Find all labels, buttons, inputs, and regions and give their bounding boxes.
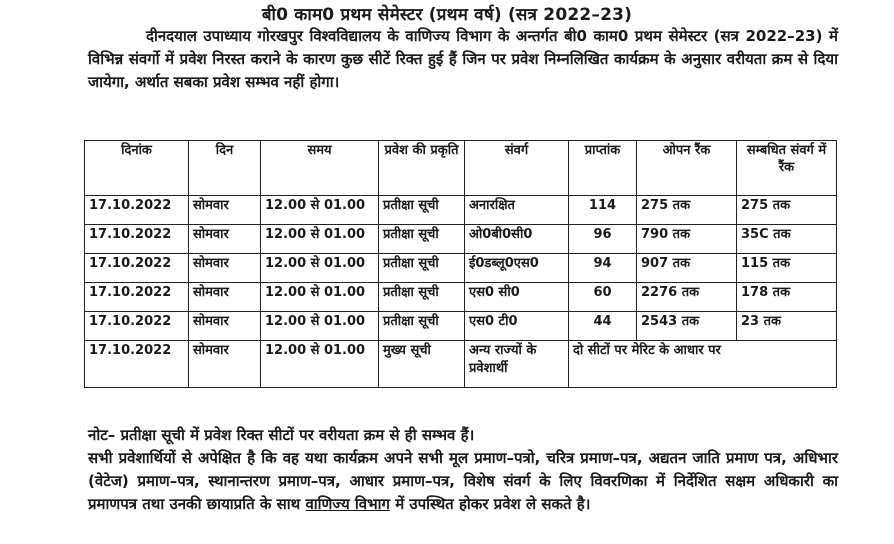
cell-category-rank: 178 तक xyxy=(737,283,837,312)
header-nature: प्रवेश की प्रकृति xyxy=(379,141,465,196)
cell-time: 12.00 से 01.00 xyxy=(261,341,379,388)
document-title: बी0 काम0 प्रथम सेमेस्टर (प्रथम वर्ष) (सत्र 2022–23) xyxy=(261,5,633,25)
header-time: समय xyxy=(261,141,379,196)
cell-category-rank: 115 तक xyxy=(737,254,837,283)
cell-day: सोमवार xyxy=(189,312,261,341)
header-date: दिनांक xyxy=(85,141,189,196)
cell-time: 12.00 से 01.00 xyxy=(261,254,379,283)
table-row xyxy=(85,254,837,283)
cell-nature: प्रतीक्षा सूची xyxy=(379,283,465,312)
cell-nature: प्रतीक्षा सूची xyxy=(379,312,465,341)
cell-time: 12.00 से 01.00 xyxy=(261,196,379,225)
department-name: वाणिज्य विभाग xyxy=(305,495,390,513)
intro-paragraph xyxy=(88,25,838,94)
cell-merit-note: दो सीटों पर मेरिट के आधार पर xyxy=(569,341,837,388)
cell-open-rank: 907 तक xyxy=(637,254,737,283)
intro-text: दीनदयाल उपाध्याय गोरखपुर विश्वविद्यालय के वाणिज्य विभाग के अन्तर्गत बी0 काम0 प्रथम सेमेस्टर (सत्र 2022–23) में विभिन्न संवर्गो में प्रवेश निरस्त कराने के कारण कुछ सीटें रिक्त हुई हैं जिन पर प्रवेश निम्नलिखित कार्यक्रम के अनुसार वरीयता क्रम से दिया जायेगा, अर्थात सबका प्रवेश सम्भव नहीं होगा। xyxy=(88,27,838,91)
cell-category-rank: 23 तक xyxy=(737,312,837,341)
cell-open-rank: 790 तक xyxy=(637,225,737,254)
admission-schedule-table xyxy=(84,140,837,388)
cell-day: सोमवार xyxy=(189,341,261,388)
table-row xyxy=(85,312,837,341)
header-category: संवर्ग xyxy=(465,141,569,196)
cell-day: सोमवार xyxy=(189,196,261,225)
note-line: नोट– प्रतीक्षा सूची में प्रवेश रिक्त सीटों पर वरीयता क्रम से ही सम्भव हैं। xyxy=(88,426,475,444)
table-row xyxy=(85,341,837,388)
cell-category: एस0 टी0 xyxy=(465,312,569,341)
table-row xyxy=(85,225,837,254)
table-row xyxy=(85,283,837,312)
table-header-row xyxy=(85,141,837,196)
cell-marks: 114 xyxy=(569,196,637,225)
header-day: दिन xyxy=(189,141,261,196)
cell-time: 12.00 से 01.00 xyxy=(261,225,379,254)
instruction-paragraph xyxy=(88,447,838,516)
cell-time: 12.00 से 01.00 xyxy=(261,312,379,341)
cell-date: 17.10.2022 xyxy=(85,283,189,312)
cell-category: अनारक्षित xyxy=(465,196,569,225)
cell-category-rank: 275 तक xyxy=(737,196,837,225)
instruction-end: में उपस्थित होकर प्रवेश ले सकते है। xyxy=(395,495,591,513)
cell-marks: 96 xyxy=(569,225,637,254)
cell-category: अन्य राज्यों के प्रवेशार्थी xyxy=(465,341,569,388)
header-open-rank: ओपन रैंक xyxy=(637,141,737,196)
cell-time: 12.00 से 01.00 xyxy=(261,283,379,312)
cell-nature: प्रतीक्षा सूची xyxy=(379,196,465,225)
header-category-rank: सम्बधित संवर्ग में रैंक xyxy=(737,141,837,196)
cell-date: 17.10.2022 xyxy=(85,312,189,341)
cell-category: ई0डब्लू0एस0 xyxy=(465,254,569,283)
cell-date: 17.10.2022 xyxy=(85,254,189,283)
header-marks: प्राप्तांक xyxy=(569,141,637,196)
cell-nature: प्रतीक्षा सूची xyxy=(379,254,465,283)
note-section xyxy=(88,424,838,516)
cell-date: 17.10.2022 xyxy=(85,225,189,254)
cell-marks: 44 xyxy=(569,312,637,341)
cell-nature: प्रतीक्षा सूची xyxy=(379,225,465,254)
cell-day: सोमवार xyxy=(189,283,261,312)
cell-day: सोमवार xyxy=(189,225,261,254)
cell-date: 17.10.2022 xyxy=(85,341,189,388)
cell-category: ओ0बी0सी0 xyxy=(465,225,569,254)
cell-day: सोमवार xyxy=(189,254,261,283)
table-row xyxy=(85,196,837,225)
cell-open-rank: 275 तक xyxy=(637,196,737,225)
instruction-text: सभी प्रवेशार्थियों से अपेक्षित है कि वह यथा कार्यक्रम अपने सभी मूल प्रमाण–पत्रो, चरित्र प्रमाण–पत्र, अद्यतन जाति प्रमाण पत्र, अधिभार (वेटेज) प्रमाण–पत्र, स्थानान्तरण प्रमाण–पत्र, आधार प्रमाण–पत्र, विशेष संवर्ग के लिए विवरणिका में निर्देशित सक्षम अधिकारी का प्रमाणपत्र तथा उनकी छायाप्रति के साथ xyxy=(88,449,838,513)
cell-marks: 94 xyxy=(569,254,637,283)
cell-marks: 60 xyxy=(569,283,637,312)
cell-category: एस0 सी0 xyxy=(465,283,569,312)
cell-category-rank: 35C तक xyxy=(737,225,837,254)
cell-date: 17.10.2022 xyxy=(85,196,189,225)
cell-nature: मुख्य सूची xyxy=(379,341,465,388)
cell-open-rank: 2543 तक xyxy=(637,312,737,341)
cell-open-rank: 2276 तक xyxy=(637,283,737,312)
